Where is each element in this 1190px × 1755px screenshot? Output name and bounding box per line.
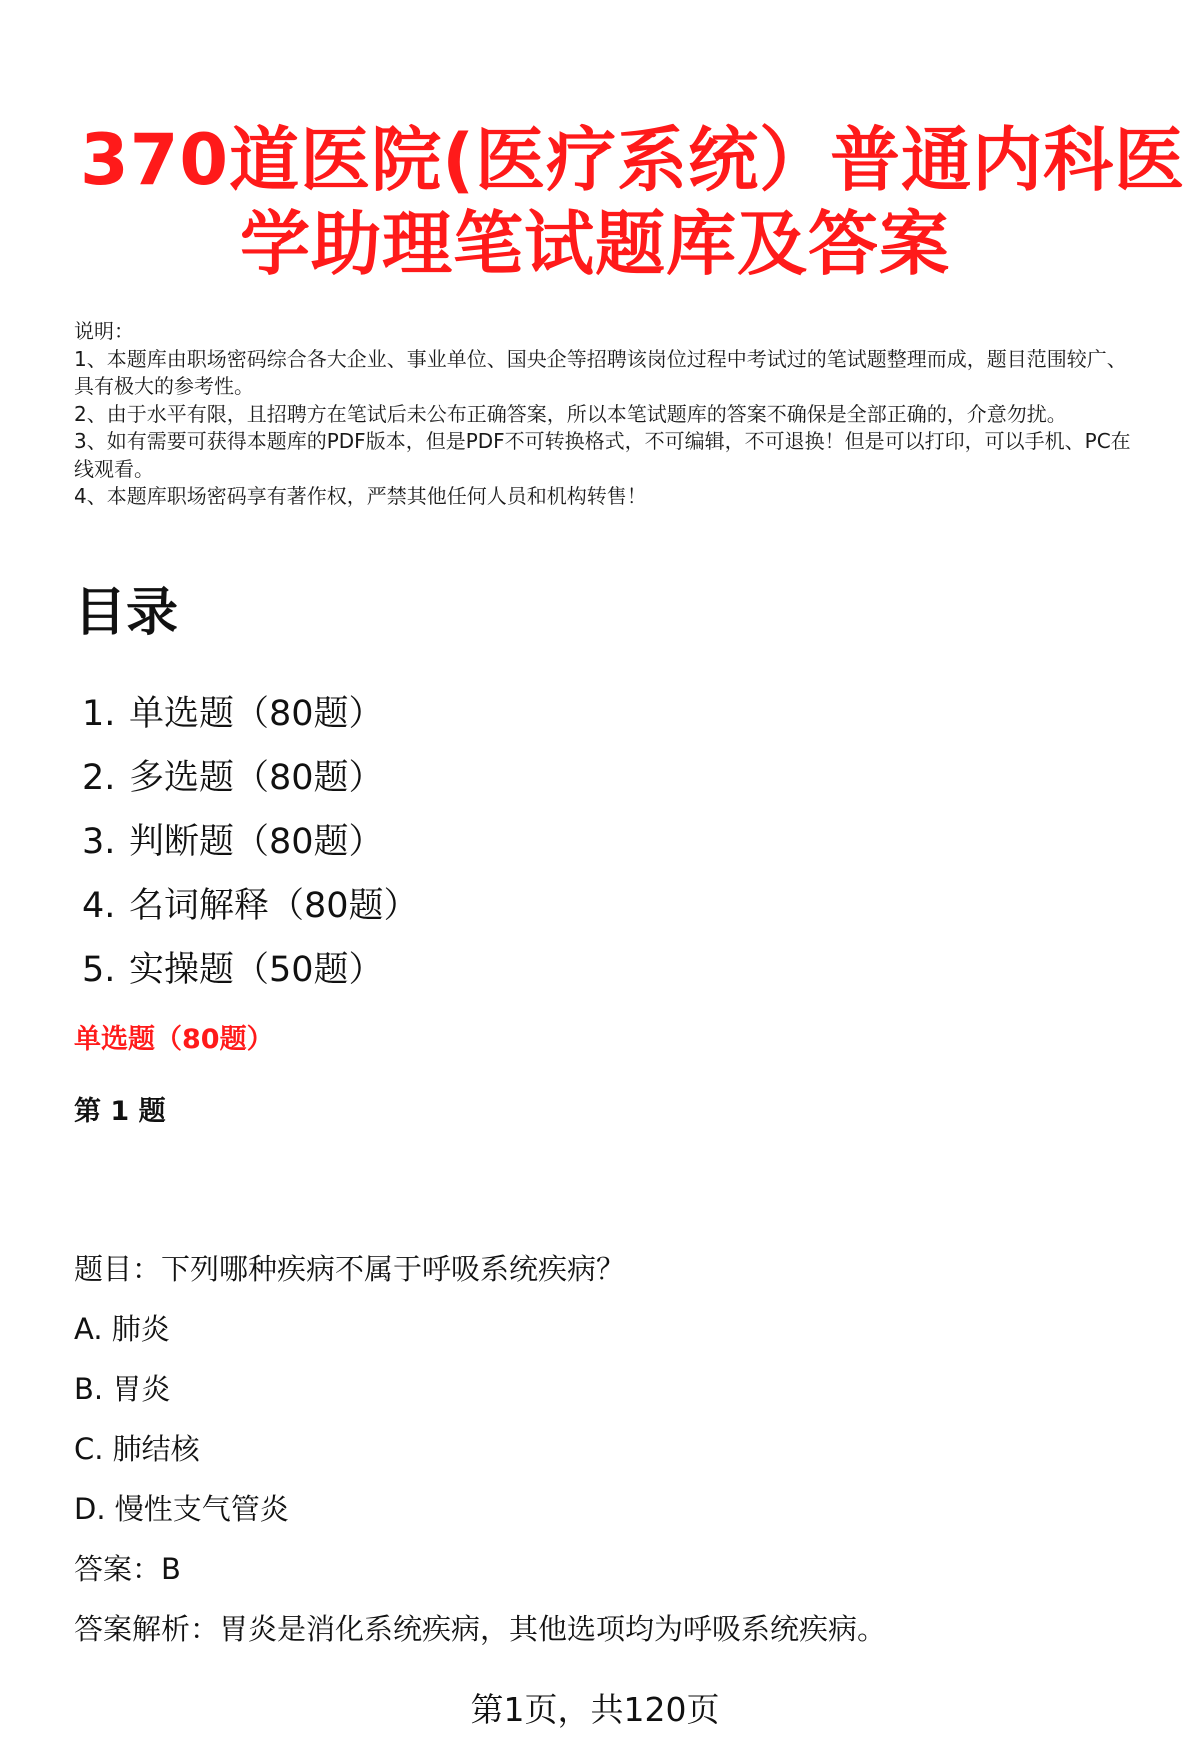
instruction-item: 1、本题库由职场密码综合各大企业、事业单位、国央企等招聘该岗位过程中考试过的笔试题整理而成，题目范围较广、具有极大的参考性。 <box>74 346 1127 398</box>
document-title <box>80 118 1186 286</box>
option-c: C. 肺结核 <box>74 1432 200 1466</box>
option-a: A. 肺炎 <box>74 1312 170 1346</box>
toc-item-label: 单选题（80题） <box>129 694 384 734</box>
instructions-label: 说明： <box>74 319 134 343</box>
instructions-block <box>74 318 1144 511</box>
title-line-1: 370道医院(医疗系统）普通内科医 <box>80 119 1186 201</box>
toc-item[interactable] <box>82 746 419 810</box>
toc-item[interactable] <box>82 938 419 1002</box>
instruction-item: 3、如有需要可获得本题库的PDF版本，但是PDF不可转换格式，不可编辑，不可退换！但是可以打印，可以手机、PC在线观看。 <box>74 429 1131 481</box>
toc-item-label: 判断题（80题） <box>129 822 384 862</box>
option-d: D. 慢性支气管炎 <box>74 1492 289 1526</box>
section-title: 单选题（80题） <box>74 1024 274 1055</box>
toc-item-label: 名词解释（80题） <box>129 886 419 926</box>
toc-item[interactable] <box>82 682 419 746</box>
toc-item-number: 4. <box>82 886 116 926</box>
page-footer: 第1页，共120页 <box>470 1690 720 1729</box>
toc-item-label: 多选题（80题） <box>129 758 384 798</box>
toc-item[interactable] <box>82 810 419 874</box>
toc-heading: 目录 <box>74 583 179 643</box>
instruction-item: 4、本题库职场密码享有著作权，严禁其他任何人员和机构转售！ <box>74 484 647 508</box>
question-stem: 题目：下列哪种疾病不属于呼吸系统疾病？ <box>74 1252 626 1286</box>
answer: 答案：B <box>74 1552 181 1586</box>
question-number: 第 1 题 <box>74 1096 166 1127</box>
question-block <box>74 1239 886 1659</box>
toc-item-number: 2. <box>82 758 116 798</box>
toc-item-number: 3. <box>82 822 116 862</box>
toc-item[interactable] <box>82 874 419 938</box>
instruction-item: 2、由于水平有限，且招聘方在笔试后未公布正确答案，所以本笔试题库的答案不确保是全部正确的，介意勿扰。 <box>74 401 1067 426</box>
answer-explanation: 答案解析：胃炎是消化系统疾病，其他选项均为呼吸系统疾病。 <box>74 1612 887 1646</box>
title-line-2: 学助理笔试题库及答案 <box>240 203 950 285</box>
toc-item-number: 1. <box>82 694 116 734</box>
table-of-contents <box>82 682 419 1002</box>
toc-item-number: 5. <box>82 950 116 990</box>
option-b: B. 胃炎 <box>74 1372 171 1406</box>
toc-item-label: 实操题（50题） <box>129 950 384 990</box>
